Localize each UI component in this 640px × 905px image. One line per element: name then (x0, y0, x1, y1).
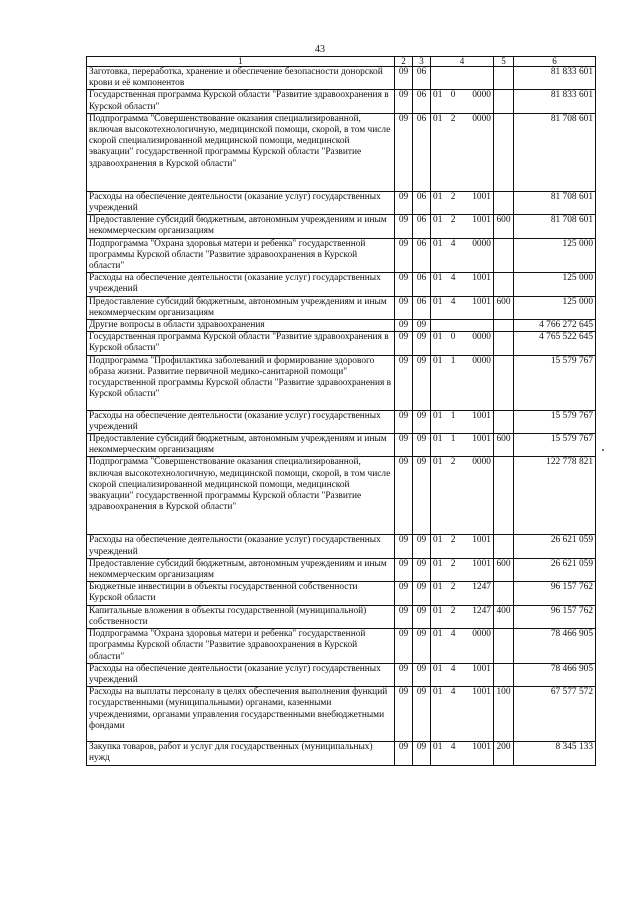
row-name: Подпрограмма "Охрана здоровья матери и ребенка" государственной программы Курской области "Развитие здравоохранения в Курской области" (87, 238, 395, 273)
table-row (87, 90, 596, 113)
target-code-parts (433, 215, 491, 226)
row-amount: 125 000 (514, 273, 596, 296)
row-name: Бюджетные инвестиции в объекты государственной собственности Курской области (87, 582, 395, 605)
row-section: 09 (395, 273, 413, 296)
code-program: 01 (433, 296, 443, 307)
target-code-parts (433, 664, 491, 675)
row-expense-type: 600 (494, 434, 514, 457)
row-name: Государственная программа Курской области "Развитие здравоохранения в Курской области" (87, 90, 395, 113)
code-program: 01 (433, 355, 443, 366)
header-cell: 1 (87, 57, 395, 67)
row-target-code (431, 687, 494, 742)
row-section: 09 (395, 90, 413, 113)
row-subsection: 09 (413, 663, 431, 686)
row-target-code (431, 320, 494, 332)
code-direction: 1001 (472, 191, 491, 202)
row-expense-type (494, 113, 514, 191)
row-name: Заготовка, переработка, хранение и обеспечение безопасности донорской крови и её компонентов (87, 67, 395, 90)
target-code-parts (433, 411, 491, 422)
code-direction: 1001 (472, 535, 491, 546)
row-target-code (431, 67, 494, 90)
row-subsection: 09 (413, 457, 431, 535)
row-name: Расходы на обеспечение деятельности (оказание услуг) государственных учреждений (87, 410, 395, 433)
row-subsection: 09 (413, 355, 431, 410)
row-name: Закупка товаров, работ и услуг для государственных (муниципальных) нужд (87, 742, 395, 765)
target-code-parts (433, 332, 491, 343)
row-subsection: 06 (413, 113, 431, 191)
page-number: 43 (315, 44, 325, 55)
code-subprogram: 4 (450, 663, 456, 674)
code-program: 01 (433, 238, 443, 249)
row-expense-type (494, 320, 514, 332)
row-subsection: 06 (413, 67, 431, 90)
row-expense-type (494, 90, 514, 113)
target-code-parts (433, 606, 491, 617)
row-amount: 78 466 905 (514, 629, 596, 664)
row-subsection: 06 (413, 215, 431, 238)
row-subsection: 06 (413, 273, 431, 296)
code-program: 01 (433, 434, 443, 445)
row-section: 09 (395, 663, 413, 686)
row-name: Расходы на обеспечение деятельности (оказание услуг) государственных учреждений (87, 663, 395, 686)
header-cell: 3 (413, 57, 431, 67)
row-section: 09 (395, 332, 413, 355)
code-direction: 1247 (472, 605, 491, 616)
row-amount: 78 466 905 (514, 663, 596, 686)
budget-table (86, 56, 596, 766)
code-program: 01 (433, 582, 443, 593)
header-cell: 5 (494, 57, 514, 67)
row-target-code (431, 238, 494, 273)
code-subprogram: 4 (450, 296, 456, 307)
code-direction: 1001 (472, 434, 491, 445)
row-target-code (431, 191, 494, 214)
code-direction: 0000 (472, 355, 491, 366)
code-subprogram: 0 (450, 90, 456, 101)
row-subsection: 09 (413, 582, 431, 605)
row-name: Расходы на обеспечение деятельности (оказание услуг) государственных учреждений (87, 535, 395, 558)
row-amount: 15 579 767 (514, 434, 596, 457)
row-target-code (431, 663, 494, 686)
row-subsection: 09 (413, 605, 431, 628)
row-subsection: 09 (413, 332, 431, 355)
code-direction: 1001 (472, 687, 491, 698)
code-direction: 0000 (472, 238, 491, 249)
row-section: 09 (395, 355, 413, 410)
row-target-code (431, 332, 494, 355)
code-direction: 0000 (472, 113, 491, 124)
target-code-parts (433, 457, 491, 468)
code-direction: 1001 (472, 273, 491, 284)
code-subprogram: 2 (450, 605, 456, 616)
table-row (87, 296, 596, 319)
row-name: Подпрограмма "Совершенствование оказания специализированной, включая высокотехнологичную, медицинской помощи, скорой, в том числе скорой специализированной медицинской помощи, медицинской эвакуации" государственной программы Курской области "Развитие здравоохранения в Курской области" (87, 457, 395, 535)
row-name: Расходы на выплаты персоналу в целях обеспечения выполнения функций государственными (муниципальными) органами, казенными учреждениями, органами управления государственными внебюджетными фондами (87, 687, 395, 742)
table-row (87, 434, 596, 457)
row-expense-type (494, 191, 514, 214)
row-subsection: 09 (413, 742, 431, 765)
row-section: 09 (395, 629, 413, 664)
row-amount: 4 765 522 645 (514, 332, 596, 355)
row-amount: 125 000 (514, 296, 596, 319)
target-code-parts (433, 434, 491, 445)
code-subprogram: 2 (450, 191, 456, 202)
code-direction: 0000 (472, 629, 491, 640)
code-subprogram: 1 (450, 355, 456, 366)
row-section: 09 (395, 320, 413, 332)
code-subprogram: 2 (450, 215, 456, 226)
code-program: 01 (433, 457, 443, 468)
row-subsection: 09 (413, 434, 431, 457)
row-target-code (431, 113, 494, 191)
table-row (87, 238, 596, 273)
table-row (87, 191, 596, 214)
row-name: Другие вопросы в области здравоохранения (87, 320, 395, 332)
table-row (87, 687, 596, 742)
code-direction: 1001 (472, 215, 491, 226)
row-subsection: 06 (413, 238, 431, 273)
row-name: Предоставление субсидий бюджетным, автономным учреждениям и иным некоммерческим организациям (87, 215, 395, 238)
row-amount: 26 621 059 (514, 558, 596, 581)
row-amount: 15 579 767 (514, 410, 596, 433)
row-section: 09 (395, 687, 413, 742)
table-row (87, 535, 596, 558)
target-code-parts (433, 297, 491, 308)
row-subsection: 06 (413, 191, 431, 214)
row-expense-type (494, 355, 514, 410)
row-amount: 96 157 762 (514, 582, 596, 605)
target-code-parts (433, 192, 491, 203)
row-expense-type (494, 663, 514, 686)
row-target-code (431, 90, 494, 113)
row-amount: 96 157 762 (514, 605, 596, 628)
row-subsection: 09 (413, 558, 431, 581)
row-name: Подпрограмма "Охрана здоровья матери и ребенка" государственной программы Курской области "Развитие здравоохранения в Курской области" (87, 629, 395, 664)
code-direction: 0000 (472, 457, 491, 468)
row-amount: 81 833 601 (514, 67, 596, 90)
header-cell: 6 (514, 57, 596, 67)
row-target-code (431, 355, 494, 410)
row-expense-type (494, 238, 514, 273)
row-target-code (431, 296, 494, 319)
table-header-row (87, 57, 596, 67)
row-expense-type (494, 457, 514, 535)
target-code-parts (433, 559, 491, 570)
row-section: 09 (395, 67, 413, 90)
code-subprogram: 4 (450, 742, 456, 753)
header-cell: 2 (395, 57, 413, 67)
row-expense-type (494, 629, 514, 664)
table-row (87, 320, 596, 332)
row-amount: 8 345 133 (514, 742, 596, 765)
row-amount: 81 708 601 (514, 191, 596, 214)
row-expense-type (494, 582, 514, 605)
target-code-parts (433, 742, 491, 753)
row-amount: 67 577 572 (514, 687, 596, 742)
row-subsection: 09 (413, 410, 431, 433)
row-amount: 15 579 767 (514, 355, 596, 410)
code-direction: 1001 (472, 410, 491, 421)
code-program: 01 (433, 687, 443, 698)
row-name: Подпрограмма "Профилактика заболеваний и формирование здорового образа жизни. Развитие первичной медико-санитарной помощи" государственной программы Курской области "Развитие здравоохранения в Курской области" (87, 355, 395, 410)
row-name: Расходы на обеспечение деятельности (оказание услуг) государственных учреждений (87, 273, 395, 296)
code-direction: 1001 (472, 742, 491, 753)
row-section: 09 (395, 457, 413, 535)
scan-speck (602, 449, 604, 451)
code-program: 01 (433, 663, 443, 674)
code-subprogram: 4 (450, 687, 456, 698)
code-program: 01 (433, 90, 443, 101)
row-expense-type: 400 (494, 605, 514, 628)
row-expense-type: 600 (494, 558, 514, 581)
table-row (87, 67, 596, 90)
target-code-parts (433, 535, 491, 546)
row-subsection: 06 (413, 296, 431, 319)
table-row (87, 215, 596, 238)
row-name: Предоставление субсидий бюджетным, автономным учреждениям и иным некоммерческим организациям (87, 296, 395, 319)
table-row (87, 582, 596, 605)
row-section: 09 (395, 605, 413, 628)
row-name: Подпрограмма "Совершенствование оказания специализированной, включая высокотехнологичную, медицинской помощи, скорой, в том числе скорой специализированной медицинской помощи, медицинской эвакуации" государственной программы Курской области "Развитие здравоохранения в Курской области" (87, 113, 395, 191)
code-program: 01 (433, 332, 443, 343)
target-code-parts (433, 687, 491, 698)
target-code-parts (433, 239, 491, 250)
table-row (87, 663, 596, 686)
row-target-code (431, 434, 494, 457)
code-program: 01 (433, 535, 443, 546)
table-row (87, 742, 596, 765)
row-section: 09 (395, 535, 413, 558)
row-section: 09 (395, 410, 413, 433)
row-subsection: 09 (413, 320, 431, 332)
row-amount: 4 766 272 645 (514, 320, 596, 332)
code-program: 01 (433, 191, 443, 202)
row-expense-type (494, 273, 514, 296)
row-target-code (431, 273, 494, 296)
row-target-code (431, 410, 494, 433)
row-name: Государственная программа Курской области "Развитие здравоохранения в Курской области" (87, 332, 395, 355)
row-amount: 81 833 601 (514, 90, 596, 113)
row-name: Предоставление субсидий бюджетным, автономным учреждениям и иным некоммерческим организациям (87, 558, 395, 581)
row-section: 09 (395, 742, 413, 765)
table-row (87, 332, 596, 355)
row-section: 09 (395, 296, 413, 319)
code-subprogram: 2 (450, 457, 456, 468)
header-cell: 4 (431, 57, 494, 67)
code-subprogram: 4 (450, 273, 456, 284)
table-row (87, 355, 596, 410)
code-program: 01 (433, 605, 443, 616)
table-row (87, 410, 596, 433)
row-subsection: 09 (413, 535, 431, 558)
code-program: 01 (433, 629, 443, 640)
row-expense-type (494, 67, 514, 90)
target-code-parts (433, 90, 491, 101)
code-subprogram: 4 (450, 629, 456, 640)
code-subprogram: 2 (450, 535, 456, 546)
row-target-code (431, 605, 494, 628)
row-section: 09 (395, 582, 413, 605)
row-target-code (431, 582, 494, 605)
row-subsection: 06 (413, 90, 431, 113)
code-subprogram: 2 (450, 558, 456, 569)
row-target-code (431, 535, 494, 558)
code-subprogram: 2 (450, 113, 456, 124)
row-name: Капитальные вложения в объекты государственной (муниципальной) собственности (87, 605, 395, 628)
code-subprogram: 1 (450, 434, 456, 445)
code-direction: 0000 (472, 90, 491, 101)
table-row (87, 273, 596, 296)
target-code-parts (433, 582, 491, 593)
code-subprogram: 4 (450, 238, 456, 249)
row-subsection: 09 (413, 687, 431, 742)
row-expense-type: 600 (494, 215, 514, 238)
row-amount: 26 621 059 (514, 535, 596, 558)
row-section: 09 (395, 113, 413, 191)
table-row (87, 457, 596, 535)
target-code-parts (433, 629, 491, 640)
row-target-code (431, 629, 494, 664)
row-expense-type: 100 (494, 687, 514, 742)
row-expense-type (494, 410, 514, 433)
row-amount: 81 708 601 (514, 113, 596, 191)
row-section: 09 (395, 238, 413, 273)
code-subprogram: 0 (450, 332, 456, 343)
code-direction: 0000 (472, 332, 491, 343)
row-section: 09 (395, 434, 413, 457)
table-row (87, 605, 596, 628)
code-direction: 1001 (472, 663, 491, 674)
row-subsection: 09 (413, 629, 431, 664)
row-target-code (431, 558, 494, 581)
row-target-code (431, 215, 494, 238)
code-program: 01 (433, 215, 443, 226)
row-section: 09 (395, 215, 413, 238)
table-row (87, 113, 596, 191)
row-target-code (431, 742, 494, 765)
code-program: 01 (433, 273, 443, 284)
code-direction: 1001 (472, 296, 491, 307)
code-subprogram: 1 (450, 410, 456, 421)
row-target-code (431, 457, 494, 535)
row-expense-type: 200 (494, 742, 514, 765)
target-code-parts (433, 273, 491, 284)
row-name: Предоставление субсидий бюджетным, автономным учреждениям и иным некоммерческим организациям (87, 434, 395, 457)
code-program: 01 (433, 558, 443, 569)
code-program: 01 (433, 410, 443, 421)
code-program: 01 (433, 113, 443, 124)
table-row (87, 629, 596, 664)
code-program: 01 (433, 742, 443, 753)
code-subprogram: 2 (450, 582, 456, 593)
row-name: Расходы на обеспечение деятельности (оказание услуг) государственных учреждений (87, 191, 395, 214)
target-code-parts (433, 114, 491, 125)
row-expense-type: 600 (494, 296, 514, 319)
row-expense-type (494, 332, 514, 355)
code-direction: 1001 (472, 558, 491, 569)
row-amount: 125 000 (514, 238, 596, 273)
row-expense-type (494, 535, 514, 558)
row-amount: 81 708 601 (514, 215, 596, 238)
target-code-parts (433, 356, 491, 367)
code-direction: 1247 (472, 582, 491, 593)
row-section: 09 (395, 558, 413, 581)
table-row (87, 558, 596, 581)
row-amount: 122 778 821 (514, 457, 596, 535)
row-section: 09 (395, 191, 413, 214)
